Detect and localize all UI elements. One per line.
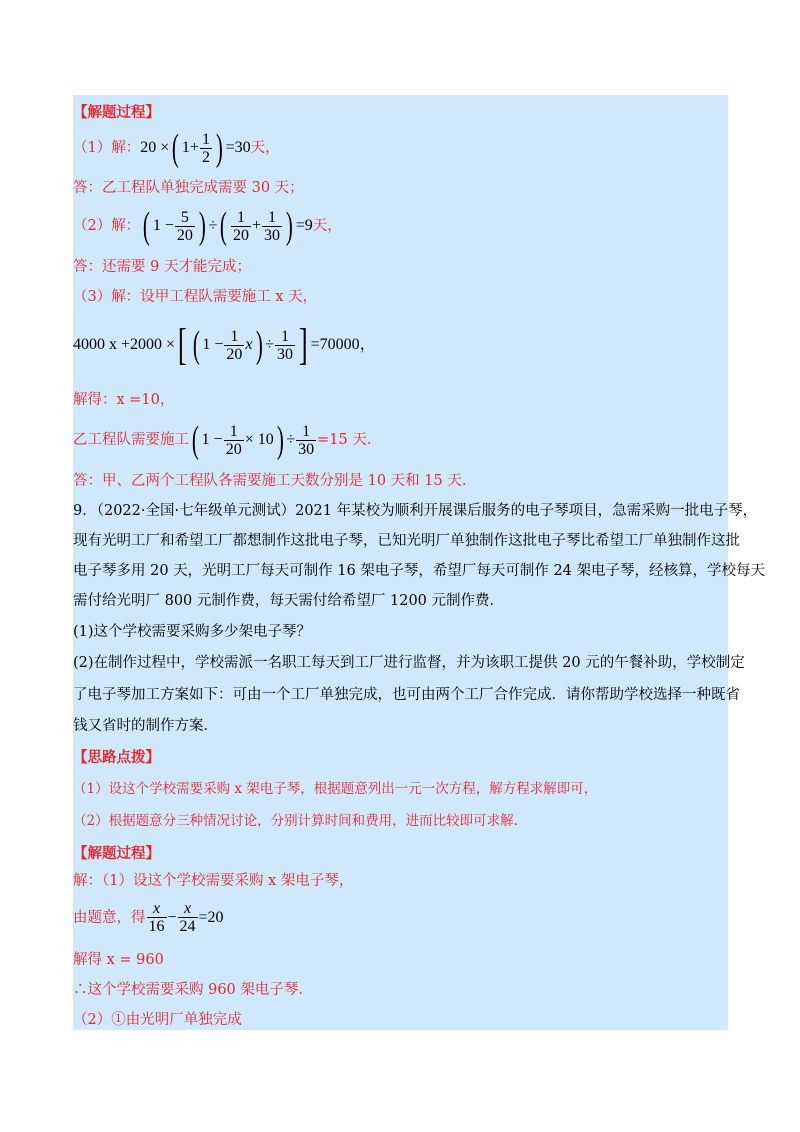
step-1-equation: （1）解： 20 × ( 1+ $\frac{1}{2}$ ) =30 天， bbox=[73, 127, 280, 169]
step-3-setup: （3）解：设甲工程队需要施工 x 天， bbox=[73, 289, 318, 305]
question-9-sub-2-line-1: (2)在制作过程中，学校需派一名职工每天到工厂进行监督，并为该职工提供 20 元的午餐补助，学校制定 bbox=[73, 655, 745, 671]
question-9-sub-2-line-2: 了电子琴加工方案如下：可由一个工厂单独完成，也可由两个工厂合作完成．请你帮助学校选择一种既省 bbox=[73, 687, 740, 703]
answer-1: 答：乙工程队单独完成需要 30 天； bbox=[73, 180, 304, 196]
solution-heading-1: 【解题过程】 bbox=[73, 104, 160, 121]
answer-3: 答：甲、乙两个工程队各需要施工天数分别是 10 天和 15 天. bbox=[73, 473, 467, 489]
hint-1: （1）设这个学校需要采购 x 架电子琴，根据题意列出一元一次方程，解方程求解即可， bbox=[73, 781, 598, 797]
solution-heading-2: 【解题过程】 bbox=[73, 845, 160, 862]
step-2-equation: （2）解： ( 1 − $\frac{5}{20}$ ) ÷ ( $\frac{1}{20}$ + $\frac{1}{30}$ ) =9 天， bbox=[73, 205, 342, 247]
question-9-line-1: 9．（2022·全国·七年级单元测试）2021 年某校为顺利开展课后服务的电子琴项目，急需采购一批电子琴， bbox=[73, 503, 758, 519]
question-9-sub-2-line-3: 钱又省时的制作方案． bbox=[73, 718, 218, 734]
step-1-prefix: （1）解： bbox=[73, 140, 141, 156]
question-9-line-3: 电子琴多用 20 天，光明工厂每天可制作 16 架电子琴，希望厂每天可制作 24 架电子琴，经核算，学校每天 bbox=[73, 563, 766, 579]
solution-2-equation: 由题意，得 $\frac{x}{16}$ − $\frac{x}{24}$ =20 bbox=[73, 900, 224, 935]
solution-2-conclusion: ∴这个学校需要采购 960 架电子琴． bbox=[73, 982, 313, 998]
question-9-line-2: 现有光明工厂和希望工厂都想制作这批电子琴，已知光明厂单独制作这批电子琴比希望工厂单独制作这批 bbox=[73, 533, 740, 549]
team-b-days: 乙工程队需要施工 ( 1 − $\frac{1}{20}$ × 10 ) ÷ $\frac{1}{30}$ =15 天. bbox=[73, 419, 372, 461]
answer-2: 答：还需要 9 天才能完成； bbox=[73, 259, 251, 275]
solution-2-result: 解得 x = 960 bbox=[73, 952, 164, 968]
solve-x: 解得：x =10， bbox=[73, 392, 175, 408]
question-9-line-4: 需付给光明厂 800 元制作费，每天需付给希望厂 1200 元制作费． bbox=[73, 593, 505, 609]
question-9-sub-1: (1)这个学校需要采购多少架电子琴？ bbox=[73, 624, 312, 640]
solution-2-line-1: 解：（1）设这个学校需要采购 x 架电子琴， bbox=[73, 873, 354, 889]
hint-2: （2）根据题意分三种情况讨论，分别计算时间和费用，进而比较即可求解． bbox=[73, 813, 528, 829]
solution-panel bbox=[73, 95, 766, 1030]
solution-2-part-2: （2）①由光明厂单独完成 bbox=[73, 1012, 242, 1028]
step-3-equation: 4000 x +2000 × [ ( 1 − $\frac{1}{20}$ x ) ÷ $\frac{1}{30}$ ] =70000， bbox=[73, 320, 376, 369]
hint-heading: 【思路点拨】 bbox=[73, 749, 160, 766]
